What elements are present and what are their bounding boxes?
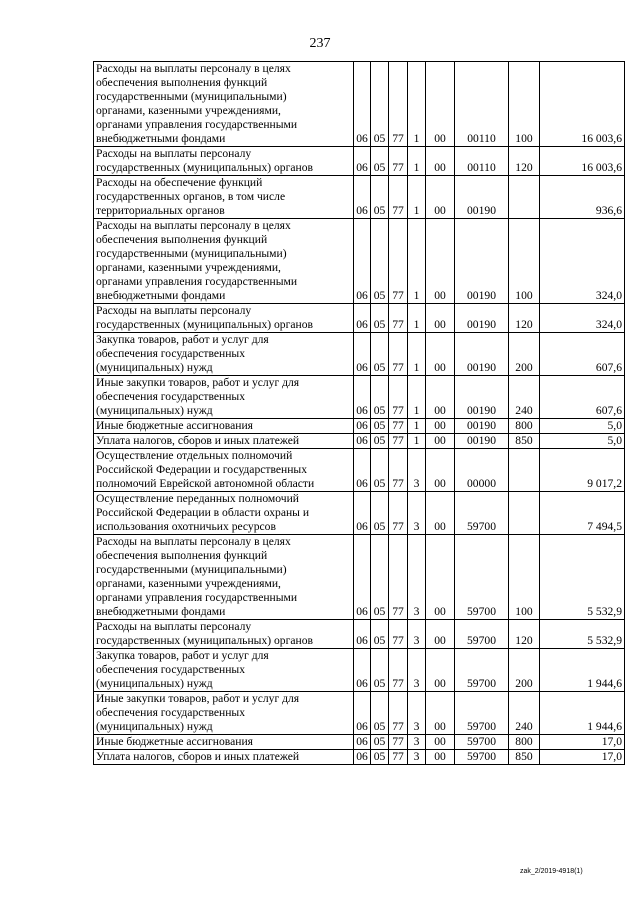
amount-cell: 5,0	[540, 419, 625, 434]
code-cell-c4: 1	[408, 219, 426, 304]
description-line: обеспечения выполнения функций	[96, 76, 268, 89]
budget-table	[93, 61, 625, 765]
code-cell-c3: 77	[389, 492, 408, 535]
amount-cell: 5 532,9	[540, 620, 625, 649]
row-description	[94, 376, 354, 419]
table-row	[94, 376, 625, 419]
code-cell-c4: 3	[408, 649, 426, 692]
amount-cell: 17,0	[540, 735, 625, 750]
code-cell-c7: 100	[509, 62, 540, 147]
row-description	[94, 419, 354, 434]
code-cell-c7: 240	[509, 376, 540, 419]
code-cell-c5: 00	[426, 692, 455, 735]
code-cell-c2: 05	[371, 649, 389, 692]
row-description	[94, 692, 354, 735]
code-cell-c2: 05	[371, 176, 389, 219]
description-line: Иные бюджетные ассигнования	[96, 419, 253, 432]
row-description	[94, 492, 354, 535]
code-cell-c6: 00190	[455, 304, 509, 333]
code-cell-c4: 1	[408, 376, 426, 419]
code-cell-c3: 77	[389, 147, 408, 176]
code-cell-c4: 1	[408, 176, 426, 219]
row-description	[94, 449, 354, 492]
table-row	[94, 419, 625, 434]
code-cell-c7: 120	[509, 147, 540, 176]
code-cell-c1: 06	[354, 176, 371, 219]
code-cell-c2: 05	[371, 692, 389, 735]
code-cell-c3: 77	[389, 333, 408, 376]
description-line: Закупка товаров, работ и услуг для	[96, 649, 269, 662]
code-cell-c4: 3	[408, 492, 426, 535]
row-description	[94, 304, 354, 333]
row-description	[94, 176, 354, 219]
code-cell-c7: 800	[509, 419, 540, 434]
code-cell-c5: 00	[426, 735, 455, 750]
code-cell-c1: 06	[354, 219, 371, 304]
code-cell-c7	[509, 176, 540, 219]
code-cell-c2: 05	[371, 219, 389, 304]
code-cell-c6: 59700	[455, 620, 509, 649]
description-line: внебюджетными фондами	[96, 289, 226, 302]
code-cell-c6: 59700	[455, 492, 509, 535]
code-cell-c1: 06	[354, 147, 371, 176]
description-line: Расходы на выплаты персоналу в целях	[96, 62, 291, 75]
description-line: Иные бюджетные ассигнования	[96, 735, 253, 748]
table-row	[94, 176, 625, 219]
code-cell-c5: 00	[426, 419, 455, 434]
code-cell-c4: 3	[408, 692, 426, 735]
description-line: обеспечения государственных	[96, 706, 246, 719]
code-cell-c6: 59700	[455, 735, 509, 750]
code-cell-c7	[509, 492, 540, 535]
amount-cell: 1 944,6	[540, 649, 625, 692]
description-line: органами управления государственными	[96, 591, 298, 604]
code-cell-c3: 77	[389, 535, 408, 620]
row-description	[94, 62, 354, 147]
code-cell-c5: 00	[426, 434, 455, 449]
code-cell-c3: 77	[389, 376, 408, 419]
description-line: обеспечения государственных	[96, 390, 246, 403]
code-cell-c7: 850	[509, 434, 540, 449]
table-row	[94, 333, 625, 376]
table-row	[94, 62, 625, 147]
code-cell-c3: 77	[389, 419, 408, 434]
row-description	[94, 219, 354, 304]
code-cell-c3: 77	[389, 750, 408, 765]
code-cell-c5: 00	[426, 492, 455, 535]
code-cell-c1: 06	[354, 62, 371, 147]
row-description	[94, 147, 354, 176]
code-cell-c1: 06	[354, 449, 371, 492]
row-description	[94, 750, 354, 765]
table-row	[94, 735, 625, 750]
description-line: (муниципальных) нужд	[96, 361, 213, 374]
code-cell-c2: 05	[371, 147, 389, 176]
code-cell-c6: 00190	[455, 376, 509, 419]
code-cell-c6: 59700	[455, 649, 509, 692]
description-line: органами, казенными учреждениями,	[96, 104, 281, 117]
code-cell-c2: 05	[371, 434, 389, 449]
code-cell-c3: 77	[389, 692, 408, 735]
description-line: государственных (муниципальных) органов	[96, 161, 313, 174]
code-cell-c5: 00	[426, 535, 455, 620]
code-cell-c3: 77	[389, 176, 408, 219]
description-line: внебюджетными фондами	[96, 605, 226, 618]
code-cell-c5: 00	[426, 304, 455, 333]
description-line: государственных (муниципальных) органов	[96, 318, 313, 331]
description-line: обеспечения выполнения функций	[96, 233, 268, 246]
description-line: Российской Федерации и государственных	[96, 463, 308, 476]
code-cell-c6: 00190	[455, 434, 509, 449]
code-cell-c7: 200	[509, 649, 540, 692]
table-row	[94, 434, 625, 449]
code-cell-c3: 77	[389, 449, 408, 492]
amount-cell: 16 003,6	[540, 62, 625, 147]
description-line: Иные закупки товаров, работ и услуг для	[96, 376, 300, 389]
description-line: Иные закупки товаров, работ и услуг для	[96, 692, 300, 705]
code-cell-c2: 05	[371, 304, 389, 333]
code-cell-c6: 00190	[455, 176, 509, 219]
table-row	[94, 750, 625, 765]
amount-cell: 324,0	[540, 304, 625, 333]
code-cell-c1: 06	[354, 376, 371, 419]
table-row	[94, 620, 625, 649]
code-cell-c1: 06	[354, 750, 371, 765]
amount-cell: 7 494,5	[540, 492, 625, 535]
table-row	[94, 219, 625, 304]
code-cell-c7: 100	[509, 535, 540, 620]
code-cell-c4: 3	[408, 750, 426, 765]
code-cell-c6: 00110	[455, 62, 509, 147]
code-cell-c1: 06	[354, 434, 371, 449]
description-line: обеспечения выполнения функций	[96, 549, 268, 562]
page-number: 237	[309, 36, 331, 51]
code-cell-c4: 1	[408, 147, 426, 176]
code-cell-c2: 05	[371, 376, 389, 419]
description-line: использования охотничьих ресурсов	[96, 520, 276, 533]
description-line: Уплата налогов, сборов и иных платежей	[96, 434, 300, 447]
code-cell-c3: 77	[389, 434, 408, 449]
code-cell-c1: 06	[354, 535, 371, 620]
code-cell-c7: 100	[509, 219, 540, 304]
code-cell-c7: 120	[509, 304, 540, 333]
description-line: (муниципальных) нужд	[96, 404, 213, 417]
description-line: внебюджетными фондами	[96, 132, 226, 145]
code-cell-c6: 59700	[455, 750, 509, 765]
code-cell-c6: 00190	[455, 333, 509, 376]
code-cell-c2: 05	[371, 492, 389, 535]
amount-cell: 936,6	[540, 176, 625, 219]
code-cell-c4: 1	[408, 434, 426, 449]
table-row	[94, 147, 625, 176]
code-cell-c2: 05	[371, 333, 389, 376]
code-cell-c3: 77	[389, 649, 408, 692]
code-cell-c7: 850	[509, 750, 540, 765]
code-cell-c4: 1	[408, 62, 426, 147]
code-cell-c5: 00	[426, 449, 455, 492]
code-cell-c5: 00	[426, 750, 455, 765]
amount-cell: 324,0	[540, 219, 625, 304]
code-cell-c3: 77	[389, 735, 408, 750]
code-cell-c4: 3	[408, 449, 426, 492]
description-line: Расходы на выплаты персоналу	[96, 304, 252, 317]
description-line: Осуществление переданных полномочий	[96, 492, 300, 505]
description-line: Расходы на выплаты персоналу в целях	[96, 535, 291, 548]
code-cell-c3: 77	[389, 620, 408, 649]
code-cell-c1: 06	[354, 419, 371, 434]
code-cell-c7: 800	[509, 735, 540, 750]
code-cell-c6: 59700	[455, 692, 509, 735]
amount-cell: 16 003,6	[540, 147, 625, 176]
code-cell-c2: 05	[371, 419, 389, 434]
row-description	[94, 620, 354, 649]
amount-cell: 1 944,6	[540, 692, 625, 735]
code-cell-c2: 05	[371, 62, 389, 147]
code-cell-c5: 00	[426, 62, 455, 147]
description-line: государственных (муниципальных) органов	[96, 634, 313, 647]
code-cell-c4: 3	[408, 735, 426, 750]
description-line: Расходы на обеспечение функций	[96, 176, 263, 189]
description-line: органами, казенными учреждениями,	[96, 577, 281, 590]
code-cell-c4: 1	[408, 419, 426, 434]
code-cell-c5: 00	[426, 649, 455, 692]
code-cell-c4: 1	[408, 304, 426, 333]
description-line: Российской Федерации в области охраны и	[96, 506, 310, 519]
table-body	[94, 62, 625, 765]
row-description	[94, 535, 354, 620]
code-cell-c6: 00190	[455, 419, 509, 434]
code-cell-c2: 05	[371, 750, 389, 765]
footer-code: zak_2/2019-4918(1)	[520, 868, 583, 875]
table-row	[94, 649, 625, 692]
table-row	[94, 692, 625, 735]
description-line: государственными (муниципальными)	[96, 563, 287, 576]
description-line: государственными (муниципальными)	[96, 90, 287, 103]
code-cell-c3: 77	[389, 304, 408, 333]
description-line: полномочий Еврейской автономной области	[96, 477, 315, 490]
description-line: (муниципальных) нужд	[96, 720, 213, 733]
code-cell-c2: 05	[371, 535, 389, 620]
row-description	[94, 434, 354, 449]
description-line: Расходы на выплаты персоналу	[96, 147, 252, 160]
code-cell-c4: 1	[408, 333, 426, 376]
amount-cell: 5 532,9	[540, 535, 625, 620]
code-cell-c7: 200	[509, 333, 540, 376]
code-cell-c5: 00	[426, 176, 455, 219]
code-cell-c4: 3	[408, 620, 426, 649]
code-cell-c4: 3	[408, 535, 426, 620]
code-cell-c5: 00	[426, 333, 455, 376]
code-cell-c2: 05	[371, 735, 389, 750]
description-line: государственными (муниципальными)	[96, 247, 287, 260]
code-cell-c6: 59700	[455, 535, 509, 620]
code-cell-c3: 77	[389, 219, 408, 304]
description-line: органами, казенными учреждениями,	[96, 261, 281, 274]
code-cell-c6: 00110	[455, 147, 509, 176]
code-cell-c5: 00	[426, 147, 455, 176]
description-line: Закупка товаров, работ и услуг для	[96, 333, 269, 346]
amount-cell: 607,6	[540, 333, 625, 376]
description-line: органами управления государственными	[96, 275, 298, 288]
code-cell-c6: 00000	[455, 449, 509, 492]
code-cell-c1: 06	[354, 333, 371, 376]
code-cell-c1: 06	[354, 304, 371, 333]
code-cell-c3: 77	[389, 62, 408, 147]
code-cell-c1: 06	[354, 735, 371, 750]
description-line: Уплата налогов, сборов и иных платежей	[96, 750, 300, 763]
amount-cell: 607,6	[540, 376, 625, 419]
code-cell-c5: 00	[426, 376, 455, 419]
code-cell-c7	[509, 449, 540, 492]
amount-cell: 9 017,2	[540, 449, 625, 492]
code-cell-c1: 06	[354, 649, 371, 692]
row-description	[94, 735, 354, 750]
description-line: обеспечения государственных	[96, 347, 246, 360]
description-line: Осуществление отдельных полномочий	[96, 449, 293, 462]
description-line: государственных органов, в том числе	[96, 190, 286, 203]
code-cell-c1: 06	[354, 492, 371, 535]
description-line: Расходы на выплаты персоналу в целях	[96, 219, 291, 232]
code-cell-c7: 240	[509, 692, 540, 735]
amount-cell: 17,0	[540, 750, 625, 765]
code-cell-c2: 05	[371, 449, 389, 492]
code-cell-c1: 06	[354, 620, 371, 649]
description-line: обеспечения государственных	[96, 663, 246, 676]
table-row	[94, 449, 625, 492]
table-row	[94, 304, 625, 333]
row-description	[94, 333, 354, 376]
code-cell-c5: 00	[426, 219, 455, 304]
description-line: органами управления государственными	[96, 118, 298, 131]
row-description	[94, 649, 354, 692]
code-cell-c5: 00	[426, 620, 455, 649]
table-row	[94, 535, 625, 620]
description-line: территориальных органов	[96, 204, 225, 217]
table-row	[94, 492, 625, 535]
amount-cell: 5,0	[540, 434, 625, 449]
code-cell-c7: 120	[509, 620, 540, 649]
description-line: (муниципальных) нужд	[96, 677, 213, 690]
code-cell-c1: 06	[354, 692, 371, 735]
description-line: Расходы на выплаты персоналу	[96, 620, 252, 633]
code-cell-c6: 00190	[455, 219, 509, 304]
code-cell-c2: 05	[371, 620, 389, 649]
